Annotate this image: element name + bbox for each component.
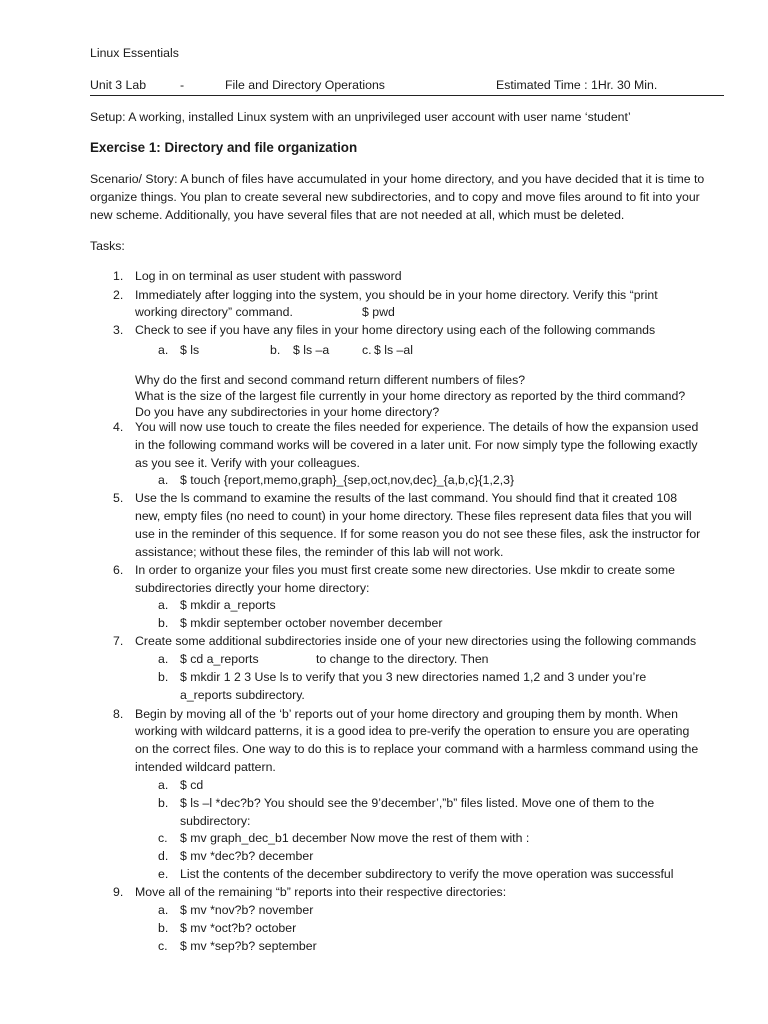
subitem-label: c. (158, 831, 168, 845)
subitem-label: b. (270, 343, 281, 357)
task-text: Immediately after logging into the system, you should be in your home directory. Verify this “print (135, 288, 658, 302)
command-text: $ ls –a (293, 343, 330, 357)
command-text: $ cd a_reports (180, 652, 259, 666)
task-number: 7. (113, 634, 124, 648)
command-text: $ ls –l *dec?b? You should see the 9’december’,”b” files listed. Move one of them to the (180, 796, 655, 810)
subitem-label: d. (158, 849, 169, 863)
task-number: 6. (113, 563, 124, 577)
subitem-label: a. (158, 652, 169, 666)
subitem-label: e. (158, 867, 169, 881)
header-rule (90, 95, 724, 96)
subitem-label: b. (158, 670, 169, 684)
task-number: 9. (113, 885, 124, 899)
command-text: $ cd (180, 778, 204, 792)
question-text: Why do the first and second command return different numbers of files? (135, 373, 526, 387)
command-text: $ pwd (362, 305, 395, 319)
task-text: Log in on terminal as user student with password (135, 269, 402, 283)
task-text: Use the ls command to examine the results of the last command. You should find that it created 108 (135, 491, 678, 505)
task-text: a_reports subdirectory. (180, 688, 305, 702)
task-text: use in the reminder of this sequence. If for some reason you do not see these files, ask the instructor for (135, 527, 701, 541)
task-text: You will now use touch to create the files needed for experience. The details of how the expansion used (135, 420, 699, 434)
command-text: $ mkdir a_reports (180, 598, 276, 612)
command-text: $ mv *nov?b? november (180, 903, 314, 917)
question-text: What is the size of the largest file currently in your home directory as reported by the third command? (135, 389, 686, 403)
scenario-line: organize things. You plan to create several new subdirectories, and to copy and move files around to fit into your (90, 190, 700, 204)
task-text: in the following command works will be covered in a later unit. For now simply type the following exactly (135, 438, 698, 452)
command-text: $ touch {report,memo,graph}_{sep,oct,nov,dec}_{a,b,c}{1,2,3} (180, 473, 515, 487)
task-text: Check to see if you have any files in your home directory using each of the following commands (135, 323, 656, 337)
subitem-label: a. (158, 778, 169, 792)
command-text: $ mv graph_dec_b1 december Now move the rest of them with : (180, 831, 530, 845)
task-text: Begin by moving all of the ‘b’ reports out of your home directory and grouping them by month. When (135, 707, 678, 721)
task-number: 2. (113, 288, 124, 302)
task-text: to change to the directory. Then (316, 652, 489, 666)
subitem-label: b. (158, 616, 169, 630)
subitem-label: c. (158, 939, 168, 953)
course-title: Linux Essentials (90, 46, 179, 60)
command-text: $ mv *oct?b? october (180, 921, 297, 935)
question-text: Do you have any subdirectories in your home directory? (135, 405, 440, 419)
subitem-label: a. (158, 903, 169, 917)
task-number: 4. (113, 420, 124, 434)
task-text: assistance; without these files, the reminder of this lab will not work. (135, 545, 504, 559)
scenario-line: new scheme. Additionally, you have several files that are not needed at all, which must be deleted. (90, 208, 625, 222)
scenario-line: Scenario/ Story: A bunch of files have accumulated in your home directory, and you have decided that it is time to (90, 172, 705, 186)
command-text: $ ls –al (374, 343, 413, 357)
exercise-title: Exercise 1: Directory and file organization (90, 140, 358, 155)
task-text: subdirectories directly your home directory: (135, 581, 370, 595)
task-text: List the contents of the december subdirectory to verify the move operation was successful (180, 867, 674, 881)
subitem-label: b. (158, 921, 169, 935)
command-text: $ mv *dec?b? december (180, 849, 314, 863)
tasks-label: Tasks: (90, 239, 125, 253)
estimated-time: Estimated Time : 1Hr. 30 Min. (496, 78, 658, 92)
subitem-label: b. (158, 796, 169, 810)
subitem-label: c. (362, 343, 372, 357)
task-text: intended wildcard pattern. (135, 760, 276, 774)
lab-title: File and Directory Operations (225, 78, 385, 92)
header-dash: - (180, 78, 185, 92)
task-number: 1. (113, 269, 124, 283)
task-text: on the correct files. One way to do this is to replace your command with a harmless command using the (135, 742, 699, 756)
task-text: Create some additional subdirectories inside one of your new directories using the following commands (135, 634, 697, 648)
unit-label: Unit 3 Lab (90, 78, 147, 92)
task-text: working directory” command. (135, 305, 293, 319)
task-text: Move all of the remaining “b” reports into their respective directories: (135, 885, 507, 899)
command-text: $ ls (180, 343, 200, 357)
task-number: 3. (113, 323, 124, 337)
command-text: $ mkdir 1 2 3 Use ls to verify that you 3 new directories named 1,2 and 3 under you’re (180, 670, 647, 684)
task-text: subdirectory: (180, 814, 251, 828)
subitem-label: a. (158, 598, 169, 612)
command-text: $ mv *sep?b? september (180, 939, 317, 953)
setup-text: Setup: A working, installed Linux system with an unprivileged user account with user name ‘student’ (90, 110, 631, 124)
task-text: working with wildcard patterns, it is a good idea to pre-verify the operation to ensure you are operating (135, 724, 690, 738)
task-text: new, empty files (no need to count) in your home directory. These files represent data files that you will (135, 509, 692, 523)
command-text: $ mkdir september october november december (180, 616, 443, 630)
subitem-label: a. (158, 343, 169, 357)
task-text: In order to organize your files you must first create some new directories. Use mkdir to create some (135, 563, 675, 577)
subitem-label: a. (158, 473, 169, 487)
task-number: 5. (113, 491, 124, 505)
task-number: 8. (113, 707, 124, 721)
task-text: as you see it. Verify with your colleagues. (135, 456, 360, 470)
